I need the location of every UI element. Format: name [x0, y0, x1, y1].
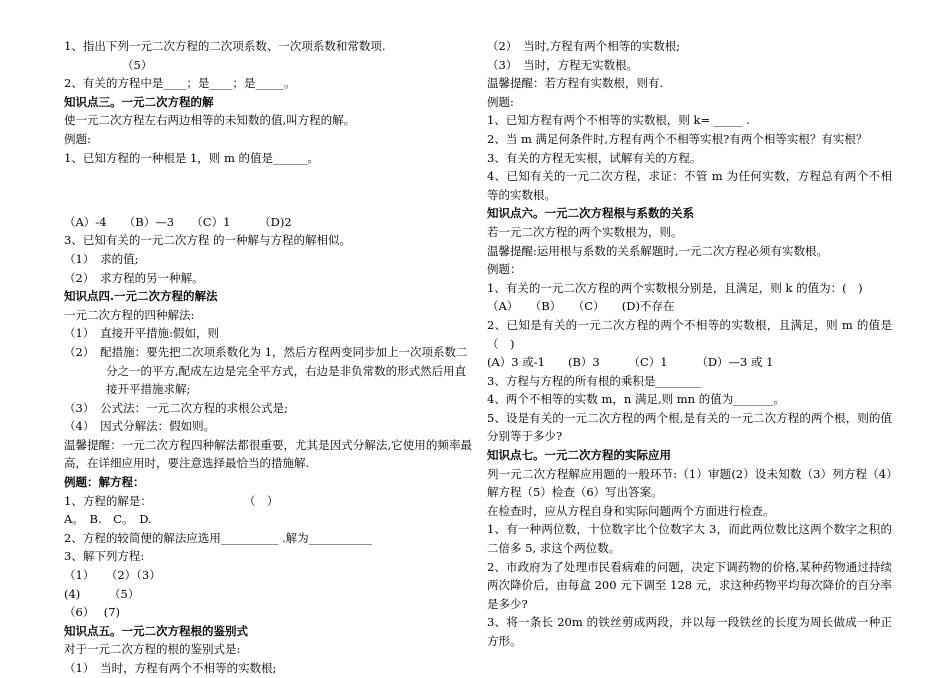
right-line: （2） 当时,方程有两个相等的实数根;	[487, 39, 681, 53]
left-line: 知识点四.一元二次方程的解法	[64, 289, 218, 304]
left-line: 对于一元二次方程的根的鉴别式是:	[64, 642, 241, 657]
left-line: 1、已知方程的一种根是 1，则 m 的值是______。	[64, 150, 320, 165]
left-line: 例题：解方程：	[64, 475, 145, 490]
right-line: 4、两个不相等的实数 m，n 满足,则 mn 的值为_______。	[487, 392, 785, 407]
right-line: 2、市政府为了处理市民看病难的问题，决定下调药物的价格,某种药物通过持续两次降价后，由每盒 200 元下调至 128 元，求这种药物平均每次降价的百分率是多少?	[487, 559, 892, 611]
left-line: （1） 直接开平措施:假如，则	[64, 326, 219, 341]
left-line: 1、指出下列一元二次方程的二次项系数、一次项系数和常数项.	[64, 39, 386, 53]
right-line: 3、有关的方程无实根，试解有关的方程。	[487, 150, 702, 165]
left-line: (4) （5）	[64, 586, 140, 601]
right-line: （3） 当时，方程无实数根。	[487, 57, 639, 72]
right-line: 例题：	[487, 262, 522, 277]
right-line: 2、当 m 满足何条件时,方程有两个不相等实根?有两个相等实根？有实根？	[487, 131, 868, 146]
left-line: 3、已知有关的一元二次方程 的一种解与方程的解相似。	[64, 233, 351, 248]
right-column	[487, 37, 892, 651]
left-line: （A）-4 （B）—3 （C）1 （D)2	[64, 214, 292, 229]
right-line: 知识点七。一元二次方程的实际应用	[487, 448, 671, 463]
left-line: 1、方程的解是： （ ）	[64, 493, 279, 508]
left-line: （1） 当时，方程有两个不相等的实数根;	[64, 661, 277, 675]
left-line: （2） 求方程的另一种解。	[64, 270, 204, 285]
left-line: 知识点三。一元二次方程的解	[64, 94, 214, 109]
right-line: 1、有一种两位数，十位数字比个位数字大 3，而此两位数比这两个数字之积的二倍多 5, 求这个两位数。	[487, 522, 892, 556]
left-line: 2、有关的方程中是____；是____；是_____。	[64, 76, 296, 91]
right-line: 5、设是有关的一元二次方程的两个根,是有关的一元二次方程的两个根，则的值分别等于多少?	[487, 410, 892, 444]
left-line: （6） (7)	[64, 605, 121, 620]
left-line: （5）	[122, 57, 153, 72]
right-line: 温馨提醒:运用根与系数的关系解题时,一元二次方程必须有实数根。	[487, 243, 829, 258]
left-line: （4） 因式分解法：假如则。	[64, 419, 216, 434]
right-line: 3、方程与方程的所有根的乘积是________	[487, 373, 702, 388]
left-line	[64, 194, 472, 213]
right-line: 知识点六。一元二次方程根与系数的关系	[487, 206, 694, 221]
left-line: （1） （2）（3）	[64, 568, 161, 583]
left-line: 2、方程的较简便的解法应选用__________ .解为___________	[64, 530, 372, 545]
right-line: 4、已知有关的一元二次方程，求证：不管 m 为任何实数，方程总有两个不相等的实数根。	[487, 169, 892, 202]
right-line: 在检查时，应从方程自身和实际问题两个方面进行检查。	[487, 503, 775, 518]
right-line: 若一元二次方程的两个实数根为，则。	[487, 224, 683, 239]
left-line: A。 B. C。 D.	[64, 512, 152, 527]
left-line	[64, 167, 472, 194]
left-line: 温馨提醒：一元二次方程四种解法都很重要，尤其是因式分解法,它使用的频率最高，在详细应用时，要注意选择最恰当的措施解.	[64, 437, 472, 471]
right-line: 3、将一条长 20m 的铁丝剪成两段，并以每一段铁丝的长度为周长做成一种正方形。	[487, 615, 892, 648]
left-line: （1） 求的值;	[64, 251, 139, 266]
left-line: 例题:	[64, 131, 91, 146]
right-line: (A）3 或-1 (B）3 （C）1 （D）—3 或 1	[487, 355, 774, 370]
left-line: 一元二次方程的四种解法:	[64, 307, 195, 322]
right-line: 温馨提醒：若方程有实数根，则有.	[487, 76, 664, 91]
left-line: 知识点五。一元二次方程根的鉴别式	[64, 623, 248, 638]
right-line: 1、有关的一元二次方程的两个实数根分别是，且满足，则 k 的值为：( )	[487, 280, 863, 295]
right-line: 例题:	[487, 94, 514, 109]
left-line: （3） 公式法：一元二次方程的求根公式是;	[64, 400, 288, 415]
right-line: （A） （B） （C） (D)不存在	[487, 299, 675, 314]
left-line: 使一元二次方程左右两边相等的未知数的值,叫方程的解。	[64, 113, 356, 128]
right-line: 2、已知是有关的一元二次方程的两个不相等的实数根，且满足，则 m 的值是（ )	[487, 317, 892, 351]
left-line: 3、解下列方程:	[64, 549, 145, 564]
right-line: 1、已知方程有两个不相等的实数根，则 k= _____ .	[487, 113, 750, 128]
left-line: （2） 配措施：要先把二次项系数化为 1，然后方程两变同步加上一次项系数二分之一的平方,配成左边是完全平方式，右边是非负常数的形式然后用直接开平措施求解;	[64, 344, 468, 397]
left-column	[64, 37, 472, 678]
right-line: 列一元二次方程解应用题的一般环节:（1）审题(2）设未知数（3）列方程（4）解方程（5）检查（6）写出答案。	[487, 466, 892, 500]
